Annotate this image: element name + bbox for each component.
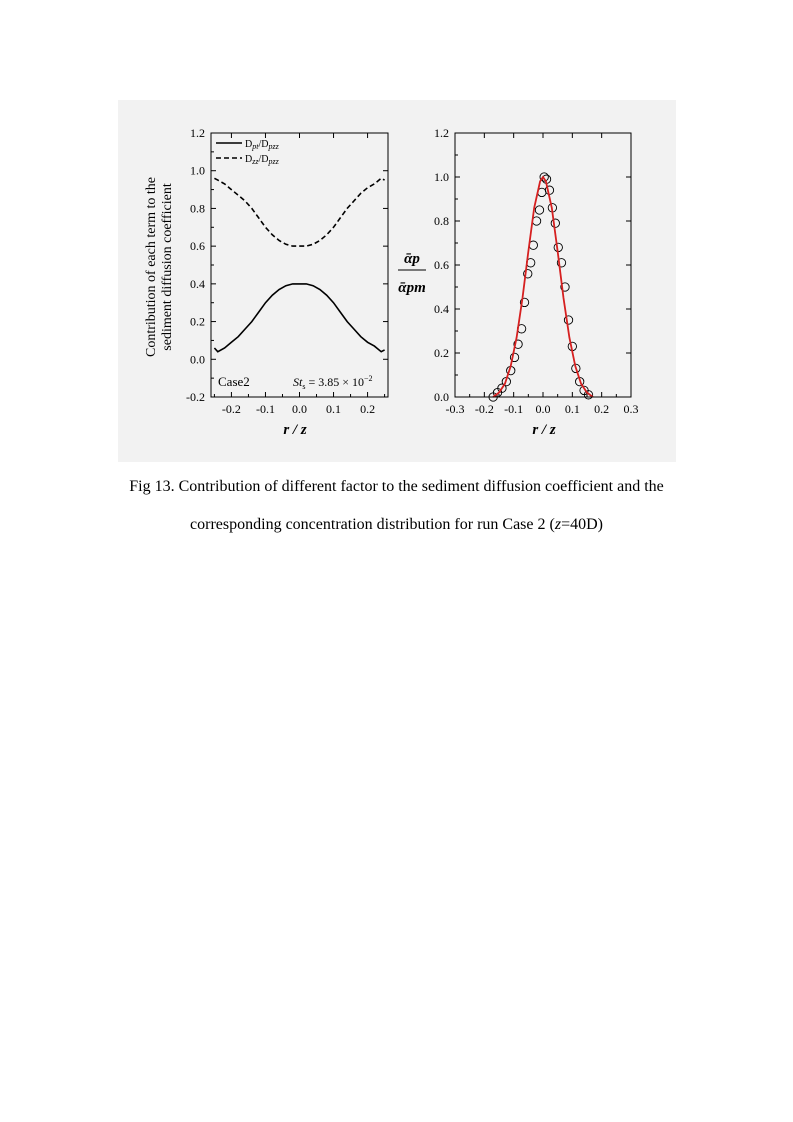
left-ytick-label: -0.2: [186, 390, 205, 404]
left-ytick-label: 0.8: [190, 201, 205, 216]
right-axis-ticks: [434, 126, 639, 416]
left-xtick-label: 0.2: [360, 402, 376, 416]
left-xtick-label: 0.1: [326, 402, 342, 416]
caption-line-2: [100, 506, 693, 544]
left-y-axis-label-line2: sediment diffusion coefficient: [160, 183, 175, 351]
left-ytick-label: 1.2: [190, 126, 205, 140]
left-series-solid-line: [214, 284, 384, 352]
left-plot-frame: [211, 133, 388, 397]
left-y-axis-label-line1: Contribution of each term to the: [144, 176, 159, 358]
caption-line-2-var: z: [554, 516, 562, 533]
left-ytick-label: 0.0: [190, 352, 205, 367]
caption-line-1: Fig 13. Contribution of different factor to the sediment diffusion coefficient and the: [129, 478, 664, 495]
caption-line-2-post: =40D): [561, 516, 603, 533]
right-chart: [398, 126, 639, 438]
right-series-group: [489, 173, 593, 401]
right-y-axis-label: [398, 251, 426, 296]
right-ytick-label: 0.4: [434, 302, 449, 316]
right-x-axis-label: r / z: [532, 422, 556, 438]
left-ytick-label: 0.6: [190, 239, 205, 254]
figure-svg: [118, 100, 676, 462]
left-series-group: [214, 178, 384, 351]
right-fit-curve: [493, 177, 593, 397]
figure-caption: [100, 468, 693, 544]
right-ytick-label: 0.8: [434, 214, 449, 228]
right-ytick-label: 1.2: [434, 126, 449, 140]
stokes-annotation: Sts = 3.85 × 10−2: [293, 374, 373, 391]
left-legend: [216, 139, 280, 166]
right-data-point: [551, 219, 559, 227]
left-x-axis-label: r / z: [283, 422, 307, 438]
left-xtick-label: -0.2: [221, 402, 241, 416]
case-annotation: Case2: [218, 374, 250, 389]
figure-panel: [118, 100, 676, 462]
left-axis-ticks: [186, 126, 388, 416]
left-xtick-label: 0.0: [292, 402, 307, 416]
right-ytick-label: 0.2: [434, 346, 449, 360]
right-xtick-label: 0.1: [564, 402, 580, 416]
y-label-denominator: ᾱpm: [398, 280, 426, 296]
right-xtick-label: 0.0: [535, 402, 551, 416]
right-ytick-label: 1.0: [434, 170, 449, 184]
y-label-numerator: ᾱp: [404, 251, 420, 267]
right-xtick-label: -0.2: [474, 402, 494, 416]
left-series-dashed-line: [214, 178, 384, 246]
right-xtick-label: 0.2: [594, 402, 610, 416]
legend-label-1: Dpt/Dpzz: [245, 139, 279, 151]
right-ytick-label: 0.6: [434, 258, 449, 272]
right-xtick-label: -0.3: [445, 402, 465, 416]
left-chart: [144, 126, 388, 438]
right-data-point: [535, 206, 543, 214]
right-ytick-label: 0.0: [434, 390, 449, 404]
left-xtick-label: -0.1: [255, 402, 275, 416]
right-xtick-label: -0.1: [504, 402, 524, 416]
left-ytick-label: 0.4: [190, 276, 205, 291]
right-xtick-label: 0.3: [623, 402, 639, 416]
legend-label-2: Dzz/Dpzz: [245, 154, 279, 166]
left-ytick-label: 1.0: [190, 163, 205, 178]
caption-line-2-pre: corresponding concentration distribution for run Case 2 (: [190, 516, 555, 533]
left-ytick-label: 0.2: [190, 314, 205, 329]
